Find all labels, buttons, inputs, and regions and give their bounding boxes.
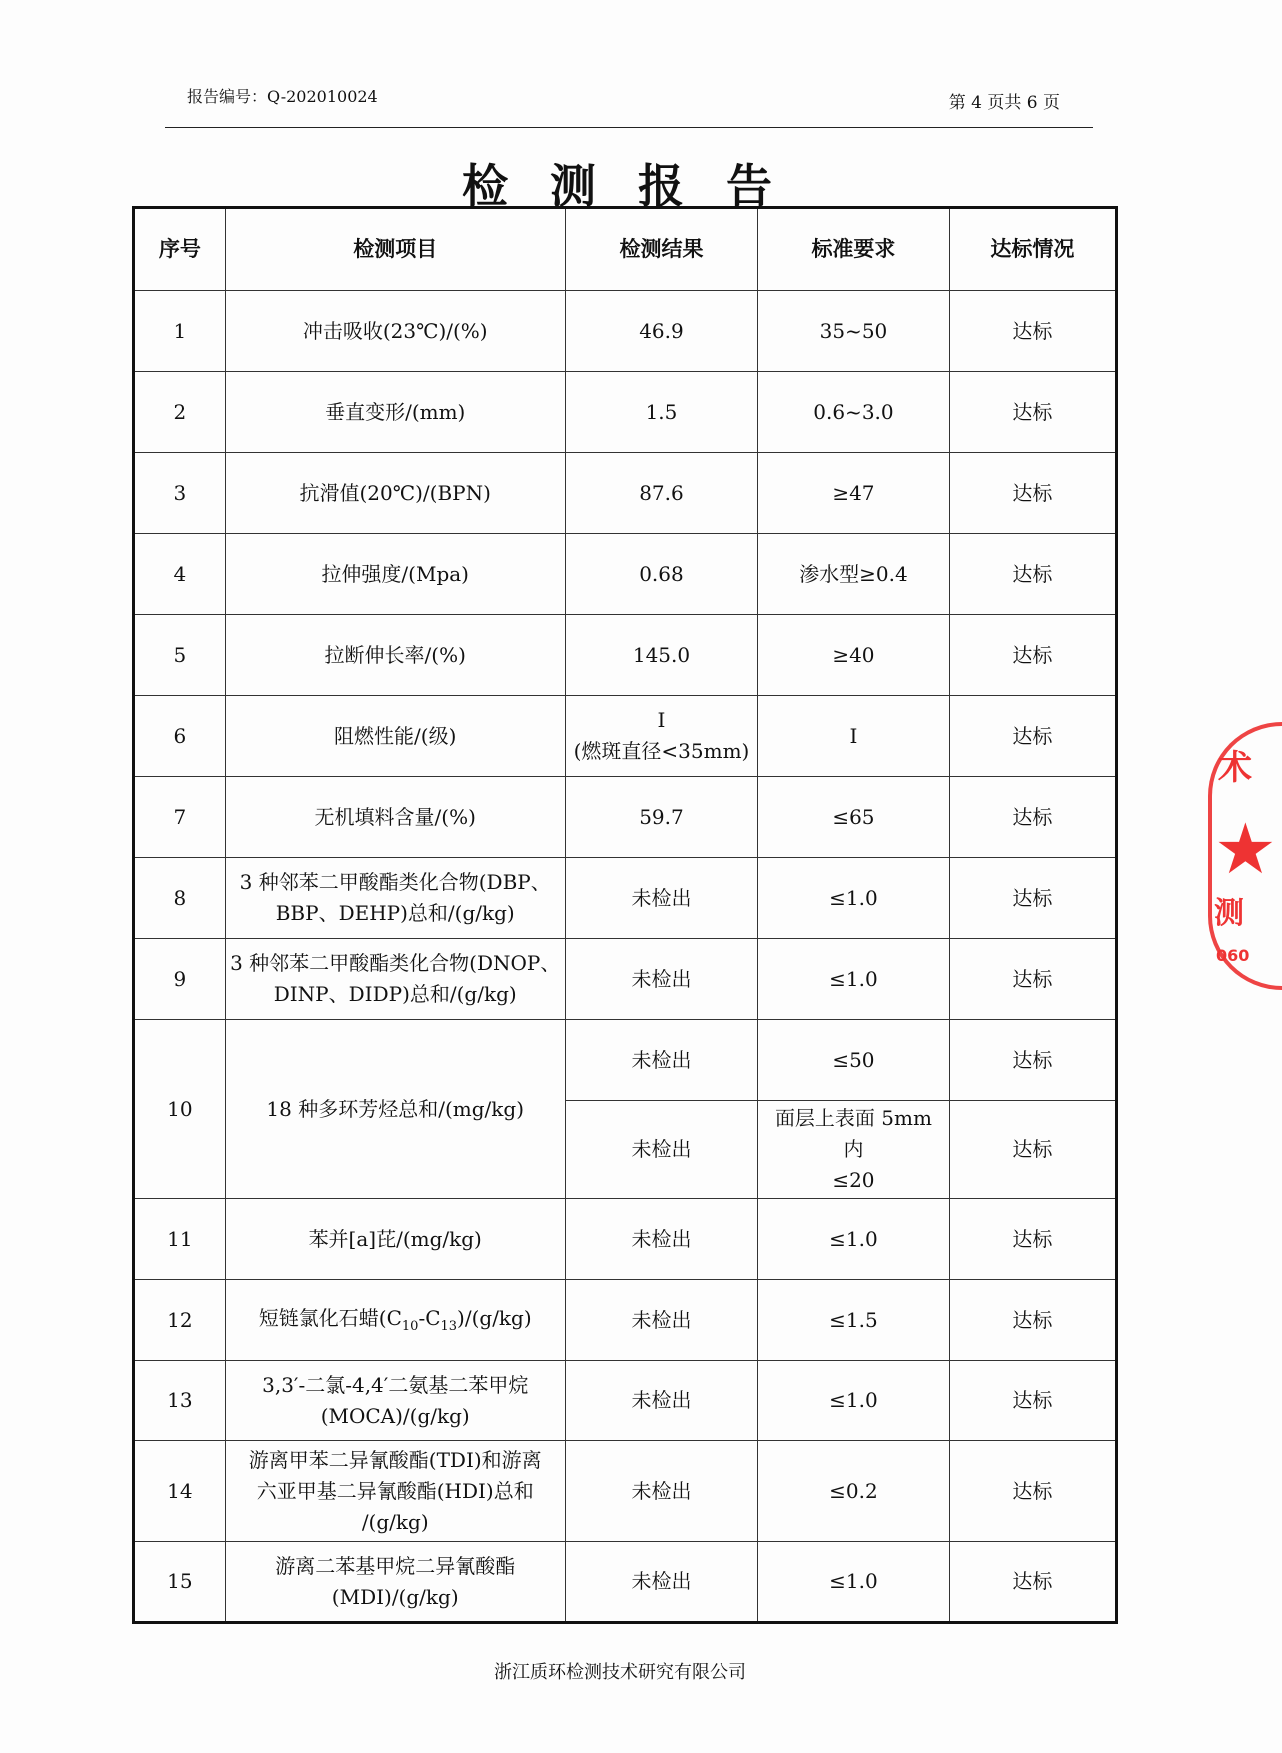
table-row — [134, 1199, 1117, 1280]
row-result — [565, 696, 757, 777]
row-no: 12 — [134, 1280, 226, 1361]
row-result: 未检出 — [565, 1101, 757, 1199]
row-status: 达标 — [949, 1020, 1116, 1101]
row-result: 0.68 — [565, 534, 757, 615]
row-standard: ≤1.0 — [758, 858, 949, 939]
page-indicator: 第 4 页共 6 页 — [948, 93, 1060, 113]
row-standard: 渗水型≥0.4 — [758, 534, 949, 615]
column-header-status: 达标情况 — [949, 208, 1116, 291]
item-text-pre: 短链氯化石蜡(C — [258, 1305, 402, 1330]
star-icon: ★ — [1214, 808, 1277, 890]
row-no: 10 — [134, 1020, 226, 1199]
table-row — [134, 696, 1117, 777]
standard-line: ≤20 — [832, 1168, 875, 1192]
row-item — [225, 939, 565, 1020]
row-no: 5 — [134, 615, 226, 696]
row-standard — [758, 1101, 949, 1199]
test-results-table — [132, 206, 1118, 1624]
item-line: 3,3′-二氯-4,4′二氨基二苯甲烷 — [262, 1372, 529, 1397]
row-item: 拉伸强度/(Mpa) — [225, 534, 565, 615]
row-status: 达标 — [949, 615, 1116, 696]
page-title: 检测报告 — [462, 159, 814, 213]
row-status: 达标 — [949, 1101, 1116, 1199]
report-number: 报告编号：Q-202010024 — [187, 87, 378, 106]
row-status: 达标 — [949, 1361, 1116, 1441]
row-item: 抗滑值(20℃)/(BPN) — [225, 453, 565, 534]
row-standard: I — [758, 696, 949, 777]
item-line: 3 种邻苯二甲酸酯类化合物(DBP、 — [239, 870, 551, 894]
row-status: 达标 — [949, 1542, 1116, 1623]
item-line: /(g/kg) — [361, 1509, 429, 1534]
row-standard: ≤50 — [758, 1020, 949, 1101]
column-header-no: 序号 — [134, 208, 226, 291]
item-line: DINP、DIDP)总和/(g/kg) — [273, 982, 517, 1006]
row-result: 未检出 — [565, 1280, 757, 1361]
row-no: 15 — [134, 1542, 226, 1623]
stamp-text: 术 — [1218, 748, 1252, 788]
row-no: 13 — [134, 1361, 226, 1441]
row-result: 未检出 — [565, 939, 757, 1020]
row-status: 达标 — [949, 858, 1116, 939]
table-row — [134, 1020, 1117, 1101]
row-standard: ≥40 — [758, 615, 949, 696]
official-stamp — [1208, 722, 1282, 990]
item-line: 3 种邻苯二甲酸酯类化合物(DNOP、 — [230, 951, 561, 975]
row-standard: 0.6~3.0 — [758, 372, 949, 453]
row-no: 6 — [134, 696, 226, 777]
row-no: 14 — [134, 1441, 226, 1542]
row-item: 苯并[a]芘/(mg/kg) — [225, 1199, 565, 1280]
table-header-row — [134, 208, 1117, 291]
table-row — [134, 615, 1117, 696]
item-subscript: 13 — [440, 1318, 458, 1334]
row-standard: ≤1.0 — [758, 1361, 949, 1441]
stamp-text: 测 — [1214, 896, 1244, 931]
column-header-standard: 标准要求 — [758, 208, 949, 291]
row-item — [225, 1280, 565, 1361]
row-item — [225, 1361, 565, 1441]
row-status: 达标 — [949, 372, 1116, 453]
item-line: BBP、DEHP)总和/(g/kg) — [275, 901, 515, 925]
row-status: 达标 — [949, 939, 1116, 1020]
row-result: 145.0 — [565, 615, 757, 696]
row-status: 达标 — [949, 1441, 1116, 1542]
row-standard: ≤0.2 — [758, 1441, 949, 1542]
item-text-post: )/(g/kg) — [457, 1305, 532, 1330]
item-subscript: 10 — [401, 1318, 419, 1334]
row-item: 垂直变形/(mm) — [225, 372, 565, 453]
table-row — [134, 1361, 1117, 1441]
row-result: 未检出 — [565, 1361, 757, 1441]
row-status: 达标 — [949, 696, 1116, 777]
row-status: 达标 — [949, 777, 1116, 858]
row-item — [225, 1542, 565, 1623]
row-status: 达标 — [949, 453, 1116, 534]
row-no: 4 — [134, 534, 226, 615]
row-status: 达标 — [949, 534, 1116, 615]
row-item — [225, 858, 565, 939]
row-status: 达标 — [949, 1280, 1116, 1361]
table-row — [134, 372, 1117, 453]
row-standard: ≤1.0 — [758, 1542, 949, 1623]
result-grade: I — [657, 708, 666, 732]
row-result: 46.9 — [565, 291, 757, 372]
item-line: 游离二苯基甲烷二异氰酸酯 — [275, 1553, 516, 1578]
row-no: 7 — [134, 777, 226, 858]
item-line: 六亚甲基二异氰酸酯(HDI)总和 — [256, 1478, 534, 1503]
row-result: 未检出 — [565, 1020, 757, 1101]
row-no: 1 — [134, 291, 226, 372]
row-result: 1.5 — [565, 372, 757, 453]
row-standard: ≤65 — [758, 777, 949, 858]
row-result: 87.6 — [565, 453, 757, 534]
row-standard: ≤1.5 — [758, 1280, 949, 1361]
item-line: 游离甲苯二异氰酸酯(TDI)和游离 — [248, 1447, 542, 1472]
header-divider — [165, 127, 1093, 128]
standard-line: 面层上表面 5mm 内 — [774, 1106, 932, 1161]
row-standard: ≥47 — [758, 453, 949, 534]
table-row — [134, 777, 1117, 858]
row-item: 拉断伸长率/(%) — [225, 615, 565, 696]
row-item: 无机填料含量/(%) — [225, 777, 565, 858]
row-no: 3 — [134, 453, 226, 534]
table-row — [134, 939, 1117, 1020]
item-line: (MDI)/(g/kg) — [331, 1584, 459, 1609]
row-standard: ≤1.0 — [758, 1199, 949, 1280]
row-no: 11 — [134, 1199, 226, 1280]
column-header-result: 检测结果 — [565, 208, 757, 291]
table-row — [134, 291, 1117, 372]
row-standard: ≤1.0 — [758, 939, 949, 1020]
column-header-item: 检测项目 — [225, 208, 565, 291]
row-standard: 35~50 — [758, 291, 949, 372]
result-note: (燃斑直径<35mm) — [573, 739, 750, 763]
row-no: 8 — [134, 858, 226, 939]
table-row — [134, 534, 1117, 615]
table-row — [134, 858, 1117, 939]
row-result: 未检出 — [565, 858, 757, 939]
item-line: (MOCA)/(g/kg) — [320, 1403, 470, 1428]
table-row — [134, 1542, 1117, 1623]
row-result: 未检出 — [565, 1199, 757, 1280]
row-result: 未检出 — [565, 1542, 757, 1623]
table-row — [134, 1280, 1117, 1361]
row-item: 冲击吸收(23℃)/(%) — [225, 291, 565, 372]
row-item — [225, 1441, 565, 1542]
row-result: 未检出 — [565, 1441, 757, 1542]
table-row — [134, 453, 1117, 534]
table-row — [134, 1441, 1117, 1542]
company-footer: 浙江质环检测技术研究有限公司 — [494, 1662, 746, 1683]
item-text-mid: -C — [418, 1305, 441, 1330]
row-no: 2 — [134, 372, 226, 453]
row-no: 9 — [134, 939, 226, 1020]
stamp-code: 060 — [1216, 946, 1250, 965]
row-result: 59.7 — [565, 777, 757, 858]
row-item: 阻燃性能/(级) — [225, 696, 565, 777]
row-status: 达标 — [949, 291, 1116, 372]
row-status: 达标 — [949, 1199, 1116, 1280]
row-item: 18 种多环芳烃总和/(mg/kg) — [225, 1020, 565, 1199]
